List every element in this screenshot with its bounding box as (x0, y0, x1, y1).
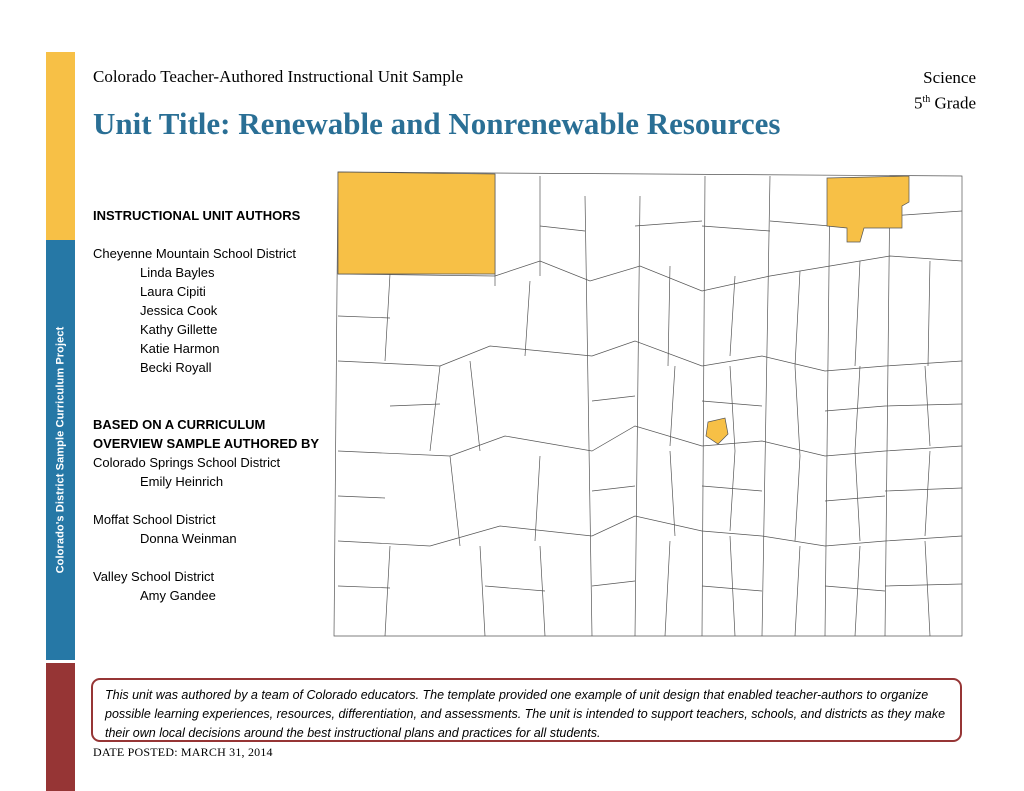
authorship-notice: This unit was authored by a team of Colorado educators. The template provided one example of unit design that enabled teacher-authors to organize possible learning experiences, resources, differentiation, and assessments. The unit is intended to support teachers, schools, and districts as they make their own local decisions around the best instructional plans and practices for all students. (91, 678, 962, 742)
district-name: Moffat School District (93, 512, 216, 527)
grade-label: 5th Grade (913, 93, 976, 113)
authors-heading: INSTRUCTIONAL UNIT AUTHORS (93, 208, 301, 223)
author-name: Katie Harmon (140, 341, 220, 356)
district-name: Cheyenne Mountain School District (93, 246, 297, 261)
district-highlights (338, 172, 909, 444)
author-name: Becki Royall (140, 360, 212, 375)
subject-label: Science (923, 68, 976, 87)
author-name: Jessica Cook (140, 303, 218, 318)
colorado-district-map (330, 166, 970, 641)
unit-title: Unit Title: Renewable and Nonrenewable Resources (93, 106, 781, 141)
author-name: Kathy Gillette (140, 322, 218, 337)
based-on-heading-2: OVERVIEW SAMPLE AUTHORED BY (93, 436, 320, 451)
sidebar-bar-red (46, 663, 75, 791)
colorado-springs-district (706, 418, 728, 444)
document-subtitle: Colorado Teacher-Authored Instructional Unit Sample (93, 67, 464, 86)
author-name: Linda Bayles (140, 265, 215, 280)
haxtun-district (827, 176, 909, 242)
subject-grade (914, 67, 976, 115)
district-name: Valley School District (93, 569, 215, 584)
author-name: Emily Heinrich (140, 474, 224, 489)
sidebar-label: Colorado's District Sample Curriculum Project (54, 326, 67, 574)
district-name: Colorado Springs School District (93, 455, 281, 470)
sidebar-bar-yellow (46, 52, 75, 240)
date-posted: DATE POSTED: MARCH 31, 2014 (93, 745, 273, 759)
author-name: Donna Weinman (140, 531, 237, 546)
author-name: Laura Cipiti (140, 284, 206, 299)
north-park-district (338, 172, 495, 274)
authors-section (93, 206, 333, 605)
author-name: Amy Gandee (140, 588, 216, 603)
based-on-heading: BASED ON A CURRICULUM (93, 417, 266, 432)
